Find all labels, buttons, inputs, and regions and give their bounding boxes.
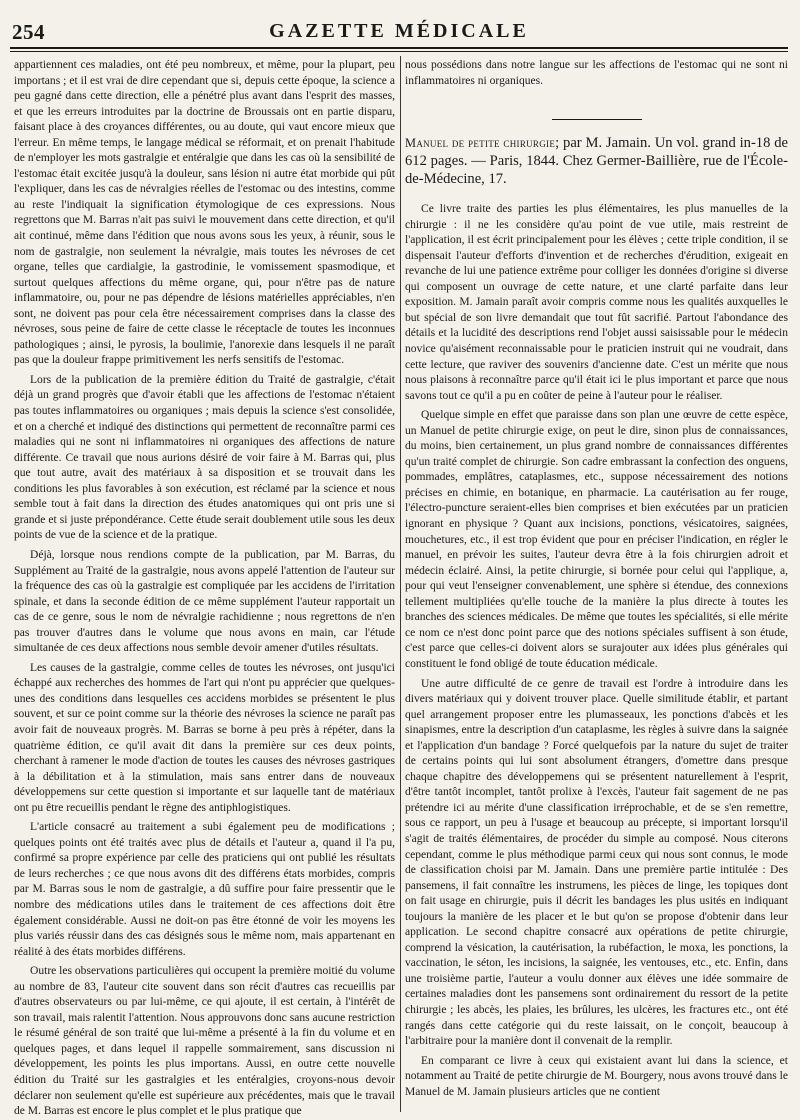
review-book-details: ; par M. Jamain. Un vol. grand in-18 de 612 pages. — Paris, 1844. Chez Germer-Baillière, rue de l'École-de-Médecine, 17. <box>405 135 788 188</box>
left-column <box>14 58 395 1118</box>
page-header <box>10 18 788 48</box>
column-divider <box>400 56 401 1112</box>
header-rule <box>10 47 788 49</box>
page-number: 254 <box>12 20 45 44</box>
masthead-title: GAZETTE MÉDICALE <box>269 20 529 42</box>
section-divider-rule <box>552 119 642 120</box>
continuation-paragraph: nous possédions dans notre langue sur les affections de l'estomac qui ne sont ni inflammatoires ni organiques. <box>405 59 788 87</box>
article-paragraph: Lors de la publication de la première édition du Traité de gastralgie, c'était déjà un grand progrès que d'avoir établi que les affections de l'estomac n'étaient pas toutes inflammatoires ou organiques ; mais depuis la science s'est consolidée, et on a cherché et indiqué des distinctions qui permettent de reconnaître parmi ces maladies qui ne sont ni inflammatoires ni organiques des affections de nature différente. Ce travail que nous aurions désiré de voir faire à M. Barras qui, plus que tout autre, avait des matériaux à sa disposition et se trouvait dans les conditions les plus favorables à son exécution, est réclamé par la science et nous semble tout à fait dans la direction des études anatomiques qui ont pris une si grande et si juste prépondérance. Cette étude serait doublement utile sous les deux points de vue de la science et de la pratique. <box>14 373 395 542</box>
review-paragraph: Ce livre traite des parties les plus élémentaires, les plus manuelles de la chirurgie : il ne les considère qu'au point de vue utile, mais restreint de l'application, il est écrit principalement pour les élèves ; cette triple condition, il se dispensait l'auteur d'efforts d'invention et de recherches d'érudition, exigeait en revanche de lui une patience extrême pour colliger les données d'origine si diverse qui composent un ouvrage de cette nature, et une clarté parfaite dans leur exposition. M. Jamain paraît avoir compris comme nous les qualités auxquelles le but spécial de son livre demandait que tout fût sacrifié. Partout l'abondance des détails et la lucidité des descriptions rend l'objet aussi saisissable pour le médecin novice qu'aisément reconnaissable pour le praticien instruit qui ne voudrait, dans cette lecture, que raviver des souvenirs d'ancienne date. C'est un mérite que nous nous plaisons à reconnaître parce qu'il était ici le plus important et parce que nous savons tout ce qu'il a pu en coûter de peine à l'auteur pour le réaliser. <box>405 203 788 402</box>
article-paragraph: L'article consacré au traitement a subi également peu de modifications ; quelques points ont été traités avec plus de détails et l'auteur a, quand il l'a pu, confirmé sa propre expérience par celle des praticiens qui ont publié les résultats de leurs recherches ; ce que nous avons dit des différens états morbides, compris par M. Barras sous le nom de gastralgie, a dû suffire pour faire pressentir que le nombre des médications utiles dans le traitement de ces affections doit être également considérable. Aussi ne doit-on pas être étonné de voir les moyens les plus variés réussir dans des cas désignés sous le même nom, mais appartenant en réalité à des états morbides différens. <box>14 821 395 958</box>
article-paragraph: Outre les observations particulières qui occupent la première moitié du volume au nombre de 83, l'auteur cite souvent dans son récit d'autres cas recueillis par d'autres observateurs ou par lui-même, ce qui ajoute, il est certain, à l'intérêt de son travail, mais ralentit l'attention. Nous approuvons donc sans aucune restriction le résumé général de son traité que lui-même a présenté à la fin du volume et en quelques pages, et dans lequel il rappelle sommairement, sans discussion ni développement, les points les plus importans. Aussi, en outre cette nouvelle édition du Traité sur les gastralgies et les entéralgies, croyons-nous devoir déclarer non seulement qu'elle est supérieure aux précédentes, mais que le travail de M. Barras est encore le plus complet et le plus pratique que <box>14 965 395 1118</box>
right-column <box>405 58 788 1110</box>
review-paragraph: Une autre difficulté de ce genre de travail est l'ordre à introduire dans les divers matériaux qui y doivent trouver place. Quelle similitude établir, et partant quel arrangement proposer entre les plumasseaux, les ponctions d'abcès et les sinapismes, entre la description d'un cataplasme, les règles à suivre dans la saignée et l'application d'un bandage ? Forcé quelquefois par la nature du sujet de traiter de certains points qui lui sont absolument étrangers, d'omettre dans presque chaque chapitre des développemens qui se présentent naturellement à l'esprit, d'être tantôt incomplet, tantôt prolixe à l'excès, l'auteur fait sagement de ne pas prétendre ici au mérite d'une classification irréprochable, et de se s'en remettre, sous ce rapport, un peu à l'usage et beaucoup au précepte, si important lorsqu'il s'agit de traités élémentaires, de procéder du simple au composé. Nous citerons cependant, comme le plus méthodique parmi ceux qui nous sont connus, le mode de classification choisi par M. Jamain. Dans une première partie intitulée : Des pansemens, il fait connaître les instrumens, les pièces de linge, les topiques dont on fait usage en chirurgie, puis il décrit les bandages les plus usités en indiquant toujours la manière de les placer et le but qu'on se propose d'obtenir dans leur application. Le second chapitre consacré aux opérations de petite chirurgie, comprend la vésication, la cautérisation, la rubéfaction, le moxa, les ponctions, la vaccination, le séton, les incisions, la saignée, les ventouses, etc., etc. Enfin, dans une troisième partie, l'auteur a voulu donner aux élèves une idée sommaire de certaines maladies dont les pansemens sont ordinairement du ressort de la petite chirurgie ; les abcès, les plaies, les brûlures, les ulcères, les fractures etc., ont été rangés dans cette catégorie qui du reste laissait, on le conçoit, beaucoup à l'arbitraire pour la manière dont il convenait de la remplir. <box>405 677 788 1048</box>
review-paragraph: Quelque simple en effet que paraisse dans son plan une œuvre de cette espèce, un Manuel de petite chirurgie exige, on peut le dire, sinon plus de connaissances, du moins, bien certainement, un plus grand nombre de connaissances différentes qu'un traité complet de chirurgie. Son cadre embrassant la confection des onguens, pommades, emplâtres, cataplasmes, etc., suppose nécessairement des notions précises en chimie, en botanique, en pharmacie. La cautérisation au fer rouge, l'électro-puncture seraient-elles bien comprises et bien exécutées par un praticien ignorant en physique ? Quant aux incisions, ponctions, vésicatoires, saignées, mouchetures, etc., il est trop évident que pour en préciser l'indication, en régler le manuel, en prévoir les suites, l'auteur devra être à la fois chirurgien adroit et médecin éclairé. Ainsi, la petite chirurgie, si bornée pour celui qui l'applique, a, pour qui veut l'enseigner convenablement, une sphère si étendue, des connexions tellement multipliées qu'elle touche de la manière la plus directe à toutes les branches des sciences médicales. De même que toutes les spécialités, si elle mérite ce nom ce n'est donc point parce que des notions spéciales suffisent à son étude, c'est parce que celles-ci doivent alors se surajouter aux idées plus générales qui constituent le fond obligé de toute éducation médicale. <box>405 409 788 670</box>
review-book-title: Manuel de petite chirurgie <box>405 136 556 151</box>
article-paragraph: Déjà, lorsque nous rendions compte de la publication, par M. Barras, du Supplément au Traité de la gastralgie, nous avons appelé l'attention de l'auteur sur la fréquence des cas où la gastralgie est compliquée par les accidens de l'irritation spinale, et dans la seconde édition de ce même supplément l'auteur rapportait un cas de ce genre, sous le nom de névralgie rachidienne ; nous regrettons de n'en pas trouver d'autres dans le volume que nous avons en main, car l'étude simultanée de ces deux affections nous semble devoir amener d'utiles résultats. <box>14 548 395 655</box>
review-paragraph: En comparant ce livre à ceux qui existaient avant lui dans la science, et notamment au Traité de petite chirurgie de M. Bourgery, nous avons trouvé dans le Manuel de M. Jamain plusieurs articles que ne contient <box>405 1054 788 1098</box>
article-paragraph: Les causes de la gastralgie, comme celles de toutes les névroses, ont jusqu'ici échappé aux recherches des hommes de l'art qui n'ont pu apprécier que quelques-unes des conditions dans lesquelles ces accidens morbides se présentent le plus souvent, et sur ce point comme sur la théorie des névroses la science ne paraît pas avoir fait de nouveaux progrès. M. Barras se borne à peu près à répéter, dans la quatrième édition, ce qu'il avait dit dans la première sur ces deux points, cherchant à ramener le mode d'action de toutes les causes des névroses gastriques à la débilitation et à la stimulation, mais sans entrer dans de nouveaux développemens sur cette question si importante et sur laquelle tant de matériaux ont pu être recueillis pendant le règne des antiphlogistiques. <box>14 661 395 814</box>
review-heading <box>405 134 788 188</box>
header-rule-thin <box>10 51 788 52</box>
article-paragraph: appartiennent ces maladies, ont été peu nombreux, et même, pour la plupart, peu importans ; et il est vrai de dire cependant que si, depuis cette époque, la science a peu gagné dans cette direction, elle a pénétré plus avant dans l'esprit des masses, et que les erreurs introduites par la doctrine de Broussais ont en partie disparu, faisant place à des croyances différentes, ou au doute, qui vaut encore mieux que l'erreur. En même temps, le langage médical se réformait, et on prenait l'habitude de n'employer les mots gastralgie et entéralgie que dans les cas où la sensibilité de l'estomac était excitée jusqu'à la douleur, sans lésion ni autre état morbide qui pût l'expliquer, dans les cas de névralgies réelles de l'estomac ou des intestins, comme au reste l'indiquait la signification étymologique de ces expressions. Nous regrettons que M. Barras n'ait pas suivi le mouvement dans cette direction, et qu'il ait continué, même dans l'édition que nous avons sous les yeux, à réunir, sous le nom de gastralgie, non seulement la névralgie, mais toutes les névroses de cet organe, telles que cardialgie, la gastrodinie, le vomissement spasmodique, et surtout quelques affections du même organe, qui, pour n'être pas de nature inflammatoire, ou, pour ne pas dépendre de lésions matérielles appréciables, n'en sont, ne doivent pas pour cela être nécessairement comprises dans la classe des névroses, sous peine de faire de cette classe le réceptacle de toutes les inconnues pathologiques ; ainsi, le pyrosis, la boulimie, l'anorexie dans lesquels il ne paraît pas que la douleur frappe primitivement les nerfs sensitifs de l'estomac. <box>14 59 395 367</box>
